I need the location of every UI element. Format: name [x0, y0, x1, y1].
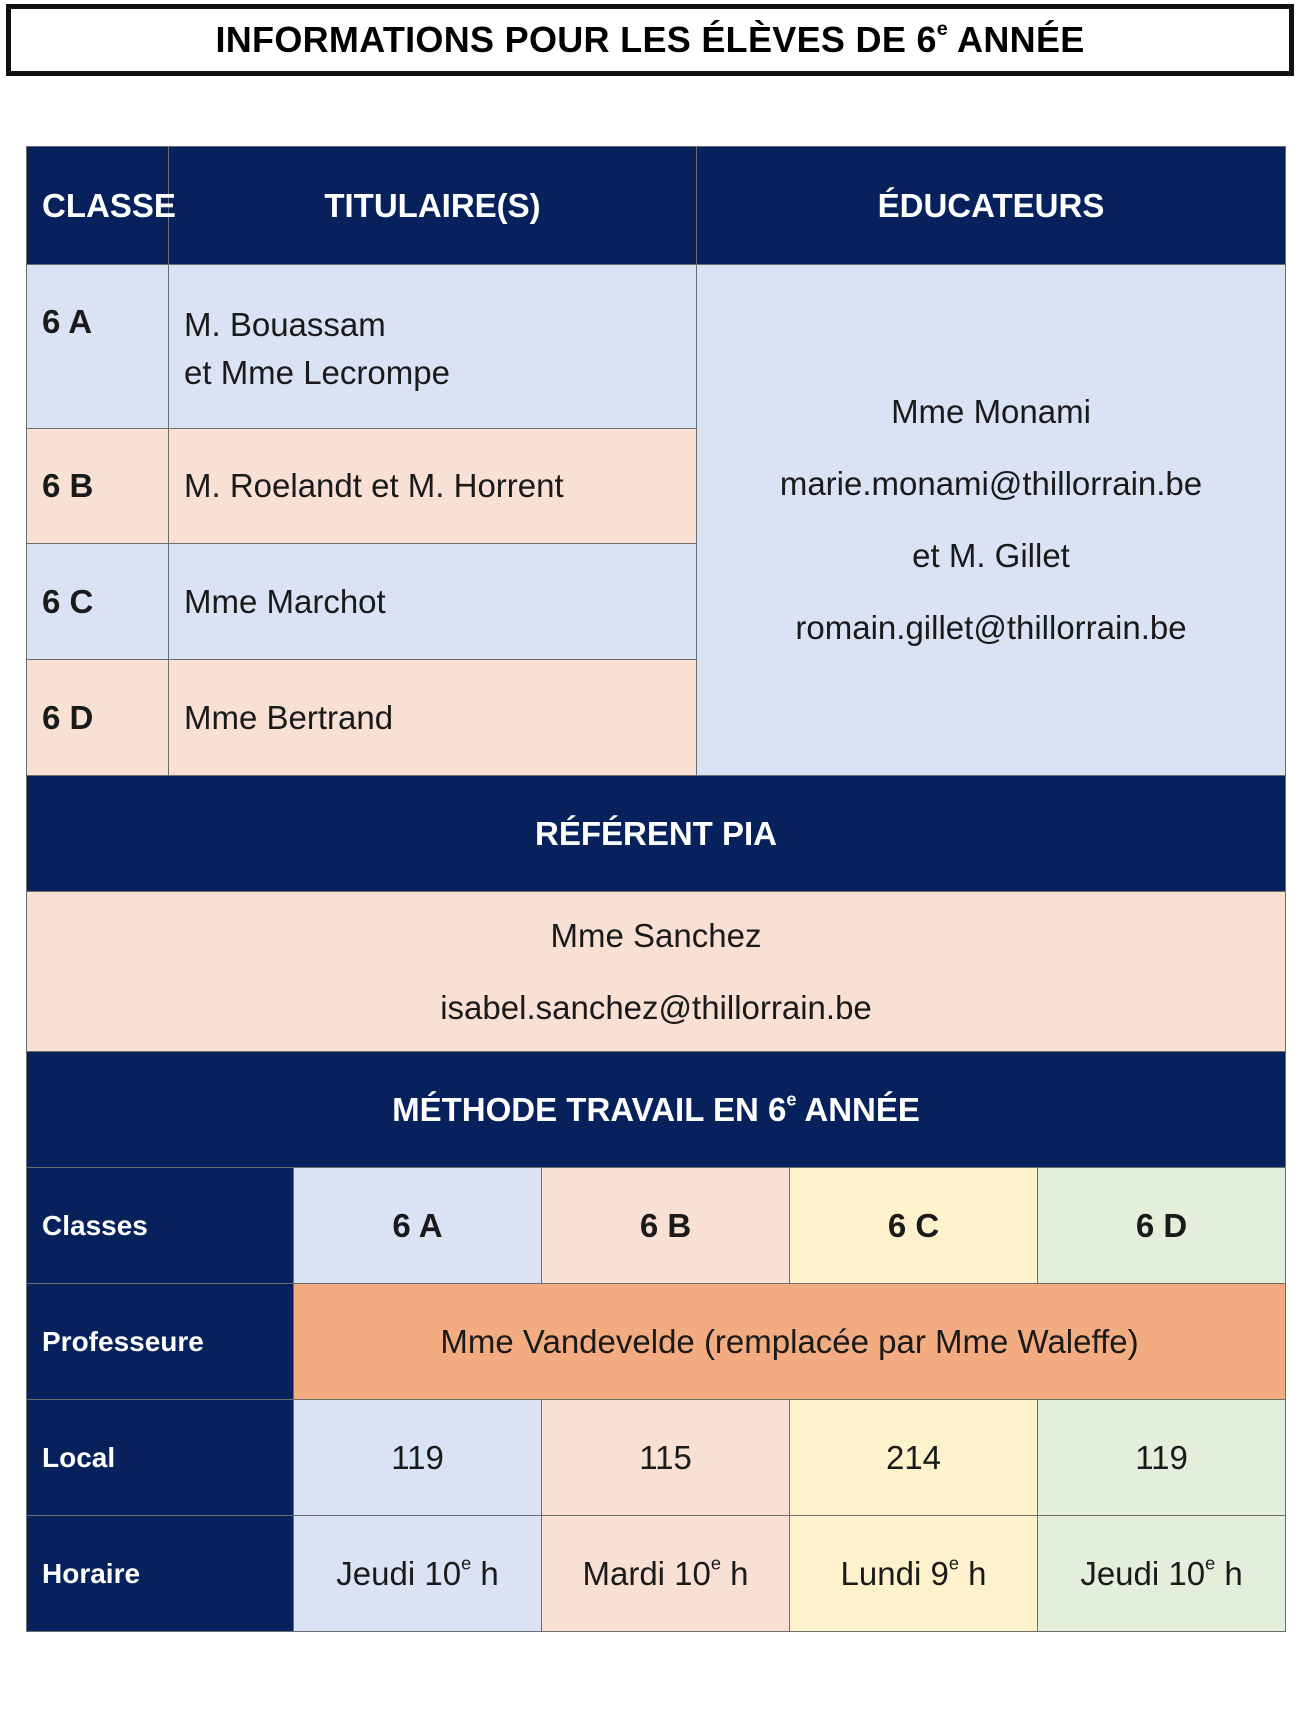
- table-row: [27, 1168, 1286, 1284]
- local-6b: 115: [542, 1400, 790, 1516]
- methode-table: [26, 1051, 1286, 1632]
- header-titulaires: TITULAIRE(S): [169, 147, 697, 265]
- methode-class-6b: 6 B: [542, 1168, 790, 1284]
- referent-email: isabel.sanchez@thillorrain.be: [440, 988, 872, 1026]
- educateur-2-name: et M. Gillet: [912, 537, 1070, 574]
- educateur-2-email: romain.gillet@thillorrain.be: [795, 609, 1187, 646]
- professeure-value: Mme Vandevelde (remplacée par Mme Waleffe): [294, 1284, 1286, 1400]
- class-6c-label: 6 C: [27, 544, 169, 660]
- referent-pia-header: RÉFÉRENT PIA: [27, 776, 1286, 892]
- table-row: [27, 1284, 1286, 1400]
- methode-class-6a: 6 A: [294, 1168, 542, 1284]
- titulaire-6d: Mme Bertrand: [169, 660, 697, 776]
- horaire-6d: Jeudi 10e h: [1038, 1516, 1286, 1632]
- header-educateurs: ÉDUCATEURS: [697, 147, 1286, 265]
- horaire-6b: Mardi 10e h: [542, 1516, 790, 1632]
- horaire-6c: Lundi 9e h: [790, 1516, 1038, 1632]
- referent-name: Mme Sanchez: [550, 916, 762, 954]
- local-6d: 119: [1038, 1400, 1286, 1516]
- titulaire-6b: M. Roelandt et M. Horrent: [169, 429, 697, 544]
- titulaire-6a-line1: M. Bouassam: [184, 306, 386, 343]
- row-label-horaire: Horaire: [27, 1516, 294, 1632]
- class-6a-label: 6 A: [27, 265, 169, 429]
- header-classe: CLASSE: [27, 147, 169, 265]
- educateur-1-name: Mme Monami: [891, 393, 1091, 430]
- referent-pia-cell: [27, 892, 1286, 1052]
- row-label-classes: Classes: [27, 1168, 294, 1284]
- class-6b-label: 6 B: [27, 429, 169, 544]
- table-row: [27, 1400, 1286, 1516]
- educateur-1-email: marie.monami@thillorrain.be: [779, 465, 1203, 502]
- educateurs-cell: [697, 265, 1286, 776]
- row-label-professeure: Professeure: [27, 1284, 294, 1400]
- titulaire-6a: [169, 265, 697, 429]
- local-6c: 214: [790, 1400, 1038, 1516]
- methode-class-6d: 6 D: [1038, 1168, 1286, 1284]
- local-6a: 119: [294, 1400, 542, 1516]
- row-label-local: Local: [27, 1400, 294, 1516]
- titulaire-6a-line2: et Mme Lecrompe: [184, 354, 450, 391]
- horaire-6a: Jeudi 10e h: [294, 1516, 542, 1632]
- titulaire-6c: Mme Marchot: [169, 544, 697, 660]
- page-title: [6, 4, 1294, 76]
- page-title-text: INFORMATIONS POUR LES ÉLÈVES DE 6e ANNÉE: [215, 18, 1085, 60]
- methode-class-6c: 6 C: [790, 1168, 1038, 1284]
- table-row: [27, 1516, 1286, 1632]
- class-6d-label: 6 D: [27, 660, 169, 776]
- methode-header: MÉTHODE TRAVAIL EN 6e ANNÉE: [27, 1052, 1286, 1168]
- classes-table: [26, 146, 1286, 1052]
- table-row: [27, 265, 1286, 429]
